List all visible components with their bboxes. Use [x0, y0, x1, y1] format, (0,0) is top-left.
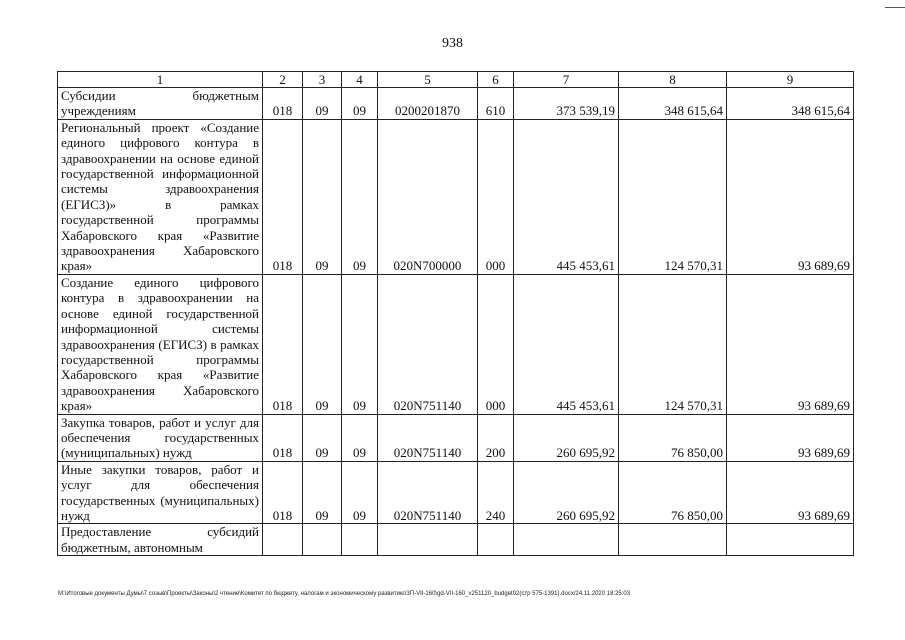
header-cell: 4 [342, 72, 378, 88]
row-expense-type: 240 [478, 461, 514, 524]
budget-table [57, 71, 854, 556]
row-ministry-code: 018 [263, 414, 303, 461]
table-row [58, 414, 854, 461]
row-ministry-code [263, 524, 303, 556]
row-amount-1: 373 539,19 [514, 88, 619, 120]
header-cell: 6 [478, 72, 514, 88]
row-amount-1: 260 695,92 [514, 414, 619, 461]
header-cell: 8 [619, 72, 727, 88]
row-ministry-code: 018 [263, 461, 303, 524]
header-cell: 7 [514, 72, 619, 88]
row-amount-2: 348 615,64 [619, 88, 727, 120]
row-name: Создание единого цифрового контура в здравоохранении на основе единой государственной информационной системы здравоохранения (ЕГИСЗ) в рамках государственной программы Хабаровского края «Развитие здравоохранения Хабаровского края» [58, 274, 263, 414]
row-expense-type: 000 [478, 119, 514, 274]
row-name: Закупка товаров, работ и услуг для обеспечения государственных (муниципальных) нужд [58, 414, 263, 461]
row-amount-1 [514, 524, 619, 556]
row-amount-2: 76 850,00 [619, 461, 727, 524]
row-amount-3: 348 615,64 [727, 88, 854, 120]
footer-file-path: M:\Итоговые документы Думы\7 созыв\Проекты\Законы\2 чтение\Комитет по бюджету, налогам и экономическому развитию\ЗП-VII-160\gd-VII-160_v251120_budget02(стр 575-1391).docx/24.11.2020 18:25:03 [58, 591, 631, 597]
row-amount-3: 93 689,69 [727, 414, 854, 461]
row-expense-type: 610 [478, 88, 514, 120]
row-expense-type [478, 524, 514, 556]
row-amount-2 [619, 524, 727, 556]
row-section [303, 524, 342, 556]
row-subsection: 09 [342, 414, 378, 461]
row-target-code: 020N751140 [378, 274, 478, 414]
row-amount-2: 76 850,00 [619, 414, 727, 461]
row-amount-1: 445 453,61 [514, 274, 619, 414]
table-header-row [58, 72, 854, 88]
row-ministry-code: 018 [263, 274, 303, 414]
row-target-code: 020N751140 [378, 461, 478, 524]
table-row [58, 274, 854, 414]
row-name: Субсидии бюджетным учреждениям [58, 88, 263, 120]
row-name: Региональный проект «Создание единого цифрового контура в здравоохранении на основе единой государственной информационной системы здравоохранения (ЕГИСЗ)» в рамках государственной программы Хабаровского края «Развитие здравоохранения Хабаровского края» [58, 119, 263, 274]
row-section: 09 [303, 274, 342, 414]
table-row [58, 461, 854, 524]
table-row [58, 88, 854, 120]
header-cell: 2 [263, 72, 303, 88]
row-section: 09 [303, 461, 342, 524]
row-amount-1: 260 695,92 [514, 461, 619, 524]
header-cell: 1 [58, 72, 263, 88]
row-name: Иные закупки товаров, работ и услуг для обеспечения государственных (муниципальных) нужд [58, 461, 263, 524]
table-row [58, 524, 854, 556]
header-cell: 3 [303, 72, 342, 88]
row-amount-2: 124 570,31 [619, 274, 727, 414]
row-ministry-code: 018 [263, 88, 303, 120]
row-expense-type: 200 [478, 414, 514, 461]
row-ministry-code: 018 [263, 119, 303, 274]
page-corner-mark [885, 7, 905, 8]
row-amount-3: 93 689,69 [727, 461, 854, 524]
row-section: 09 [303, 119, 342, 274]
row-target-code: 020N751140 [378, 414, 478, 461]
header-cell: 5 [378, 72, 478, 88]
row-subsection: 09 [342, 274, 378, 414]
row-amount-3: 93 689,69 [727, 274, 854, 414]
row-expense-type: 000 [478, 274, 514, 414]
row-subsection: 09 [342, 461, 378, 524]
row-section: 09 [303, 414, 342, 461]
header-cell: 9 [727, 72, 854, 88]
row-target-code [378, 524, 478, 556]
row-subsection: 09 [342, 88, 378, 120]
row-subsection: 09 [342, 119, 378, 274]
table-row [58, 119, 854, 274]
row-name: Предоставление субсидий бюджетным, автономным [58, 524, 263, 556]
row-amount-1: 445 453,61 [514, 119, 619, 274]
row-amount-3 [727, 524, 854, 556]
row-subsection [342, 524, 378, 556]
row-amount-2: 124 570,31 [619, 119, 727, 274]
row-amount-3: 93 689,69 [727, 119, 854, 274]
row-section: 09 [303, 88, 342, 120]
row-target-code: 0200201870 [378, 88, 478, 120]
row-target-code: 020N700000 [378, 119, 478, 274]
page-number: 938 [442, 36, 463, 51]
